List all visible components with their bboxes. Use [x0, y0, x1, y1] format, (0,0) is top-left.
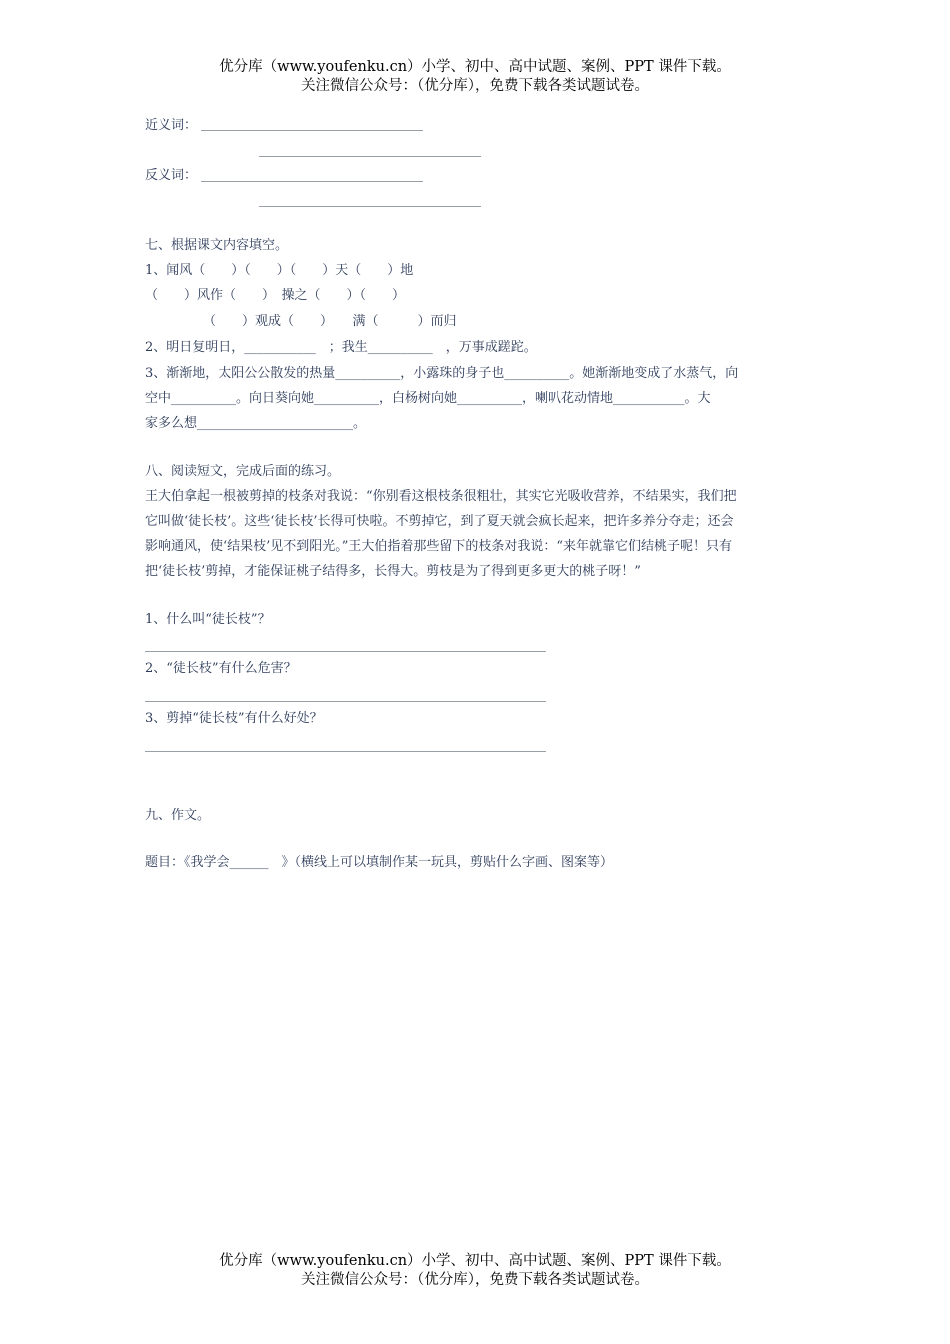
antonym-blank-2	[259, 206, 481, 207]
answer-line-3	[145, 751, 546, 752]
section-7-title: 七、根据课文内容填空。	[145, 238, 289, 253]
answer-line-2	[145, 701, 546, 702]
section-8-title: 八、阅读短文，完成后面的练习。	[145, 464, 341, 479]
section-7-q1-line-2: （ ）风作（ ） 操之（ ）（ ）	[145, 288, 406, 303]
section-8-q1: 1、什么叫“徒长枝”？	[145, 612, 271, 627]
answer-line-1	[145, 651, 546, 652]
antonym-blank-1	[201, 181, 423, 182]
header-line-1: 优分库（www.youfenku.cn）小学、初中、高中试题、案例、PPT 课件下载。	[219, 59, 731, 75]
passage-line-1: 王大伯拿起一根被剪掉的枝条对我说：“你别看这根枝条很粗壮，其实它光吸收营养，不结果实，我们把	[145, 489, 737, 504]
header-line-2: 关注微信公众号：（优分库），免费下载各类试题试卷。	[301, 78, 649, 94]
footer-line-1: 优分库（www.youfenku.cn）小学、初中、高中试题、案例、PPT 课件下载。	[219, 1253, 731, 1269]
synonym-blank-2	[259, 156, 481, 157]
section-7-q3-line-3: 家多么想________________________。	[145, 416, 367, 431]
passage-line-3: 影响通风，使‘结果枝’见不到阳光。”王大伯指着那些留下的枝条对我说：“来年就靠它们结桃子呢！只有	[145, 539, 733, 554]
passage-line-4: 把‘徒长枝’剪掉，才能保证桃子结得多，长得大。剪枝是为了得到更多更大的桃子呀！”	[145, 564, 641, 579]
section-8-q2: 2、“徒长枝”有什么危害？	[145, 661, 297, 676]
section-7-q3-line-2: 空中__________。向日葵向她__________，白杨树向她__________，喇叭花动情地___________。大	[145, 391, 711, 406]
essay-prompt: 题目：《我学会______ 》（横线上可以填制作某一玩具，剪贴什么字画、图案等）	[145, 855, 614, 870]
section-7-q2: 2、明日复明日，___________ ；我生__________ ，万事成蹉跎。	[145, 340, 537, 355]
section-7-q1-line-3: （ ）观成（ ） 满（ ）而归	[203, 314, 457, 329]
section-7-q3-line-1: 3、渐渐地，太阳公公散发的热量__________，小露珠的身子也__________。她渐渐地变成了水蒸气，向	[145, 366, 739, 381]
section-8-q3: 3、剪掉“徒长枝”有什么好处？	[145, 711, 323, 726]
passage-line-2: 它叫做‘徒长枝’。这些‘徒长枝’长得可快啦。不剪掉它，到了夏天就会疯长起来，把许多养分夺走；还会	[145, 514, 734, 529]
section-7-q1-line-1: 1、闻风（ ）（ ）（ ）天（ ）地	[145, 263, 414, 278]
section-9-title: 九、作文。	[145, 808, 211, 823]
synonym-label: 近义词：	[145, 118, 198, 133]
antonym-label: 反义词：	[145, 168, 198, 183]
footer-line-2: 关注微信公众号：（优分库），免费下载各类试题试卷。	[301, 1272, 649, 1288]
synonym-blank-1	[201, 130, 423, 131]
